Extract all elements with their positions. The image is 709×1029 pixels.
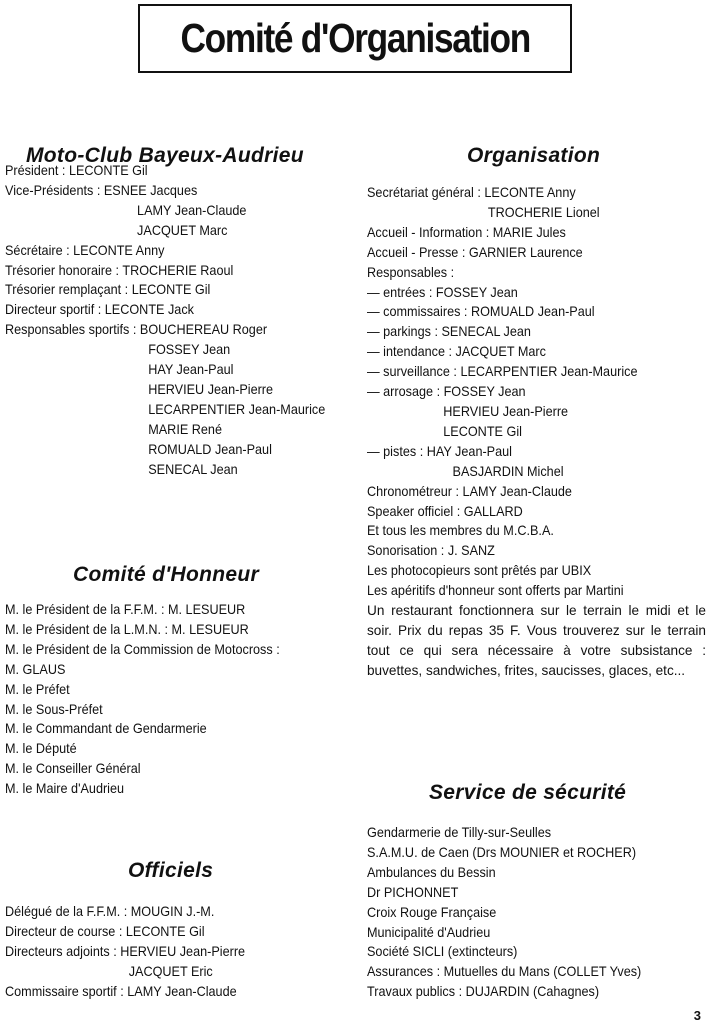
list-item: Sécrétaire : LECONTE Anny [5,242,165,258]
list-item: Speaker officiel : GALLARD [367,503,523,519]
list-item: LECARPENTIER Jean-Maurice [148,401,326,417]
list-item: M. GLAUS [5,661,66,677]
list-item: Responsables sportifs : BOUCHEREAU Roger [5,322,268,338]
list-item: JACQUET Marc [137,222,228,238]
list-item: Les apéritifs d'honneur sont offerts par Martini [367,583,624,599]
list-item: Accueil - Presse : GARNIER Laurence [367,244,583,260]
list-item: M. le Maire d'Audrieu [5,781,125,797]
list-item: — pistes : HAY Jean-Paul [367,443,512,459]
moto-club-heading: Moto-Club Bayeux-Audrieu [26,144,304,167]
list-item: — commissaires : ROMUALD Jean-Paul [367,304,595,320]
list-item: HERVIEU Jean-Pierre [443,403,569,419]
list-item: Responsables : [367,264,455,280]
list-item: Secrétariat général : LECONTE Anny [367,185,576,200]
title-box [138,4,572,73]
list-item: ROMUALD Jean-Paul [148,441,272,457]
moto-club-list [5,161,349,480]
list-item: Croix Rouge Française [367,904,497,920]
list-item: M. le Président de la F.F.M. : M. LESUEUR [5,602,246,617]
list-item: — arrosage : FOSSEY Jean [367,384,526,400]
list-item: SENECAL Jean [148,461,238,477]
list-item: Travaux publics : DUJARDIN (Cahagnes) [367,984,600,1000]
list-item: Société SICLI (extincteurs) [367,944,518,960]
list-item: M. le Député [5,741,77,757]
list-item: Directeurs adjoints : HERVIEU Jean-Pierre [5,943,246,959]
list-item: Directeur de course : LECONTE Gil [5,923,205,939]
comite-honneur-heading: Comité d'Honneur [73,563,259,586]
list-item: Commissaire sportif : LAMY Jean-Claude [5,983,237,999]
list-item: Ambulances du Bessin [367,864,496,880]
securite-heading: Service de sécurité [429,781,627,804]
officiels-heading: Officiels [128,859,214,882]
page-number: 3 [693,1008,701,1023]
organisation-heading: Organisation [467,144,601,167]
list-item: FOSSEY Jean [148,342,231,358]
comite-honneur-list [5,600,300,799]
list-item: M. le Président de la Commission de Motocross : [5,641,280,657]
list-item: Président : LECONTE Gil [5,163,148,178]
list-item: Délégué de la F.F.M. : MOUGIN J.-M. [5,904,215,919]
list-item: — intendance : JACQUET Marc [367,344,546,360]
list-item: Vice-Présidents : ESNEE Jacques [5,182,198,198]
list-item: MARIE René [148,421,222,437]
list-item: Les photocopieurs sont prêtés par UBIX [367,563,592,579]
list-item: Assurances : Mutuelles du Mans (COLLET Yves) [367,964,642,980]
list-item: BASJARDIN Michel [452,463,564,479]
list-item: M. le Conseiller Général [5,761,141,777]
list-item: TROCHERIE Lionel [487,204,600,220]
list-item: Et tous les membres du M.C.B.A. [367,523,554,539]
restaurant-paragraph: Un restaurant fonctionnera sur le terrain le midi et le soir. Prix du repas 35 F. Vous trouverez sur le terrain tout ce qui sera nécessaire à votre subsistance : buvettes, sandwiches, frites, saucisses, glaces, etc... [367,603,706,678]
restaurant-paragraph-box [367,601,706,681]
officiels-list [5,902,263,1002]
list-item: HERVIEU Jean-Pierre [148,381,274,397]
page-title: Comité d'Organisation [180,15,530,61]
list-item: JACQUET Eric [128,963,213,979]
list-item: LECONTE Gil [443,423,522,439]
list-item: — entrées : FOSSEY Jean [367,284,518,300]
list-item: M. le Commandant de Gendarmerie [5,721,207,737]
list-item: Trésorier honoraire : TROCHERIE Raoul [5,262,234,278]
list-item: M. le Préfet [5,681,70,697]
list-item: S.A.M.U. de Caen (Drs MOUNIER et ROCHER) [367,844,637,860]
list-item: Directeur sportif : LECONTE Jack [5,302,194,318]
list-item: Trésorier remplaçant : LECONTE Gil [5,282,211,298]
list-item: M. le Président de la L.M.N. : M. LESUEUR [5,621,249,637]
list-item: LAMY Jean-Claude [137,202,247,218]
list-item: Dr PICHONNET [367,884,459,900]
list-item: Accueil - Information : MARIE Jules [367,224,566,240]
list-item: HAY Jean-Paul [148,362,234,378]
list-item: Gendarmerie de Tilly-sur-Seulles [367,825,552,840]
list-item: M. le Sous-Préfet [5,701,103,717]
list-item: — parkings : SENECAL Jean [367,324,531,340]
list-item: — surveillance : LECARPENTIER Jean-Maurice [367,364,638,380]
list-item: Municipalité d'Audrieu [367,924,491,940]
securite-list [367,823,662,1002]
organisation-list [367,183,658,601]
list-item: Chronométreur : LAMY Jean-Claude [367,483,572,499]
list-item: Sonorisation : J. SANZ [367,543,495,559]
